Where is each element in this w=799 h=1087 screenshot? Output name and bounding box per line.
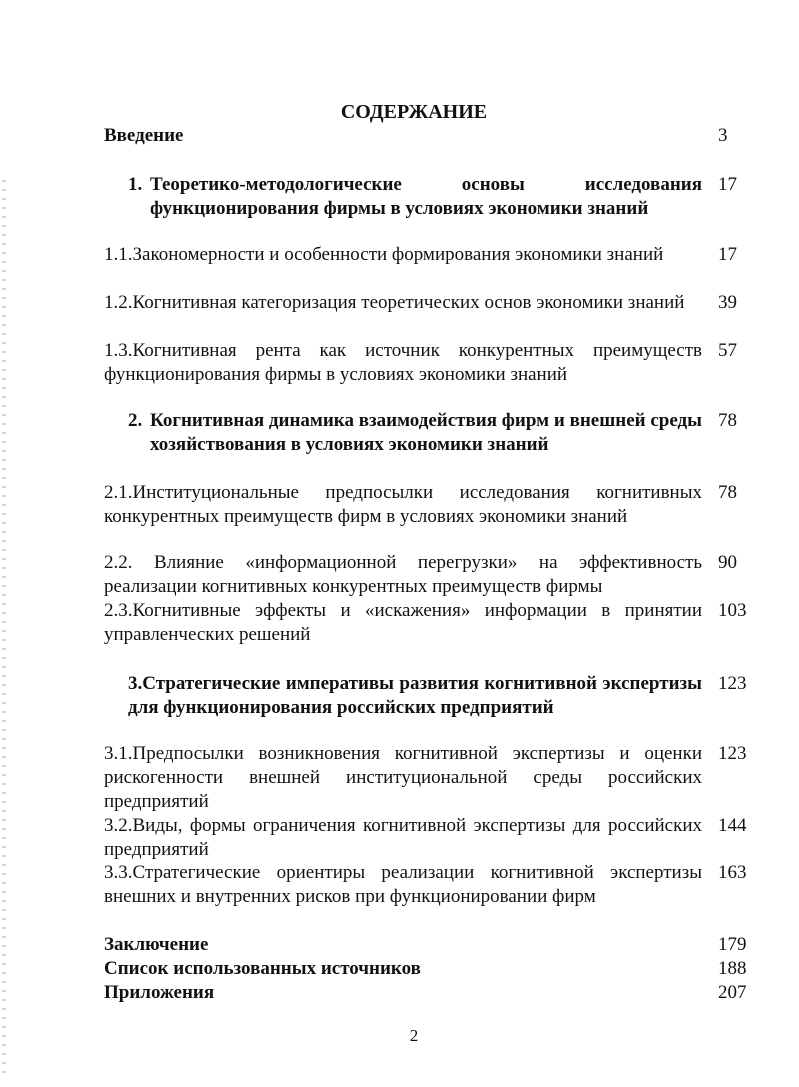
toc-entry-text: 3.Стратегические императивы развития когнитивной экспертизы для функционирования российских предприятий: [128, 673, 702, 718]
toc-entry-text: 1.2.Когнитивная категоризация теоретических основ экономики знаний: [104, 292, 685, 313]
toc-entry-text: 1.3.Когнитивная рента как источник конкурентных преимуществ функционирования фирмы в условиях экономики знаний: [104, 340, 702, 385]
toc-entry-3-3: [104, 861, 754, 909]
toc-entry-text: 2.1.Институциональные предпосылки исследования когнитивных конкурентных преимуществ фирм в условиях экономики знаний: [104, 482, 702, 527]
toc-entry-text: 2.3.Когнитивные эффекты и «искажения» информации в принятии управленческих решений: [104, 600, 702, 645]
toc-entry-page: 17: [718, 174, 737, 195]
toc-entry-1-2: [104, 291, 754, 315]
toc-entry-text: 1.1.Закономерности и особенности формирования экономики знаний: [104, 244, 664, 265]
toc-entry-page: 123: [718, 673, 747, 694]
toc-entry-conclusion: [104, 933, 754, 957]
toc-entry-page: 123: [718, 743, 747, 764]
toc-entry-page: 39: [718, 292, 737, 313]
toc-entry-text: Заключение: [104, 934, 209, 955]
scan-edge-artifact: [2, 180, 6, 1080]
toc-entry-page: 17: [718, 244, 737, 265]
toc-entry-page: 207: [718, 982, 747, 1003]
toc-entry-3-1: [104, 742, 754, 814]
page-number: 2: [409, 1026, 419, 1045]
page-title: СОДЕРЖАНИЕ: [340, 101, 488, 123]
toc-entry-text: Приложения: [104, 982, 215, 1003]
toc-entry-1-3: [104, 339, 754, 387]
toc-entry-text: 3.1.Предпосылки возникновения когнитивной экспертизы и оценки рискогенности внешней институциональной среды российских предприятий: [104, 743, 702, 812]
toc-chapter-number: 2.: [128, 410, 143, 431]
toc-entry-appendices: [104, 981, 754, 1005]
toc-entry-page: 188: [718, 958, 747, 979]
toc-entry-1-1: [104, 243, 754, 267]
toc-entry-2-3: [104, 599, 754, 647]
toc-entry-text: 2.2. Влияние «информационной перегрузки» на эффективность реализации когнитивных конкурентных преимуществ фирмы: [104, 552, 702, 597]
toc-entry-page: 78: [718, 482, 737, 503]
toc-entry-2-2: [104, 551, 754, 599]
toc-entry-chapter-1: [104, 173, 754, 221]
toc-entry-text: 3.2.Виды, формы ограничения когнитивной экспертизы для российских предприятий: [104, 815, 702, 860]
toc-entry-text: Введение: [104, 125, 184, 146]
toc-entry-page: 90: [718, 552, 737, 573]
toc-entry-page: 103: [718, 600, 747, 621]
toc-entry-page: 3: [718, 125, 728, 146]
toc-entry-introduction: [104, 124, 754, 148]
toc-entry-references: [104, 957, 754, 981]
toc-entry-text: Теоретико-методологические основы исследования функционирования фирмы в условиях экономики знаний: [150, 174, 702, 219]
toc-entry-text: Когнитивная динамика взаимодействия фирм и внешней среды хозяйствования в условиях экономики знаний: [150, 410, 702, 455]
toc-entry-text: Список использованных источников: [104, 958, 421, 979]
toc-entry-page: 144: [718, 815, 747, 836]
toc-entry-3-2: [104, 814, 754, 862]
toc-entry-page: 57: [718, 340, 737, 361]
toc-entry-text: 3.3.Стратегические ориентиры реализации когнитивной экспертизы внешних и внутренних рисков при функционировании фирм: [104, 862, 702, 907]
toc-entry-page: 179: [718, 934, 747, 955]
toc-entry-chapter-3: [104, 672, 754, 720]
toc-entry-chapter-2: [104, 409, 754, 457]
toc-entry-2-1: [104, 481, 754, 529]
toc-entry-page: 163: [718, 862, 747, 883]
toc-entry-page: 78: [718, 410, 737, 431]
toc-chapter-number: 1.: [128, 174, 143, 195]
